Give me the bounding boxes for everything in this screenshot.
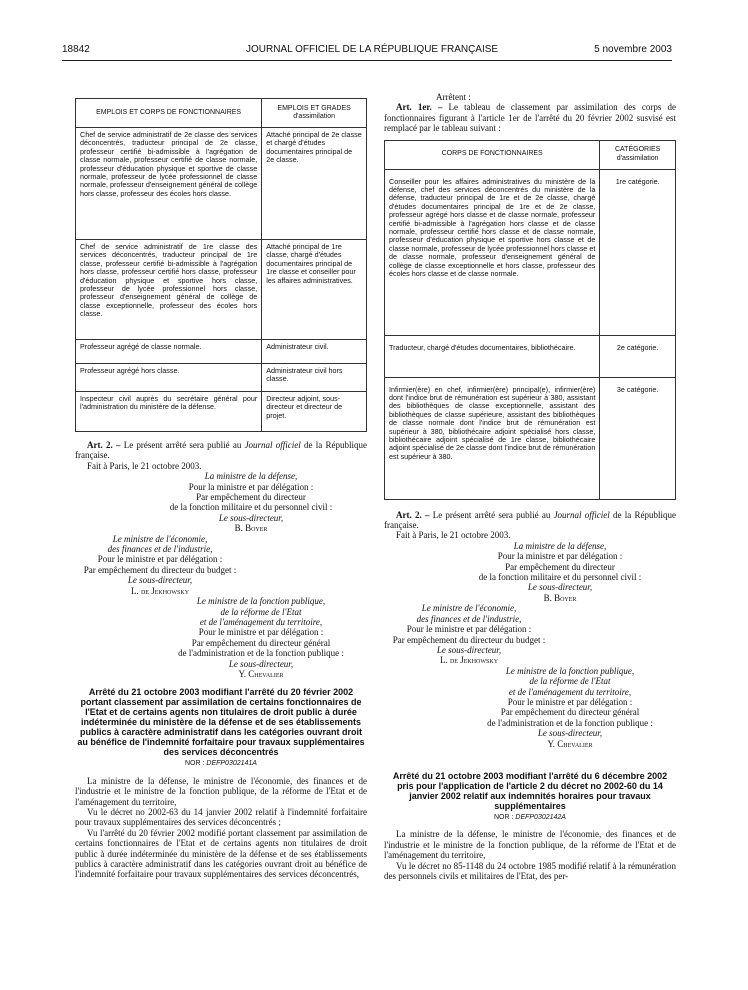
nor-reference: NOR : DEFP0302141A	[185, 760, 257, 768]
table-cell: 1re catégorie.	[600, 169, 676, 335]
table-header-row	[76, 99, 367, 128]
table-cell: Traducteur, chargé d'études documentaires, bibliothécaire.	[385, 335, 600, 377]
signature-block-1: La ministre de la défense, Pour la ministre et par délégation : Par empêchement du directeur de la fonction militaire et du personnel civil : Le sous-directeur, B. Boyer	[478, 540, 642, 603]
table-header: EMPLOIS ET CORPS DE FONCTIONNAIRES	[76, 99, 262, 128]
signature-block-3: Le ministre de la fonction publique, de la réforme de l'Etat et de l'aménagement du territoire, Pour le ministre et par délégation : Par empêchement du directeur général de l'administration et de la fonction publique : Le sous-directeur, Y. Chevalier	[178, 596, 344, 679]
article-1: Art. 1er. – Le tableau de classement par assimilation des corps de fonctionnaires figurant à l'article 1er de l'arrêté du 20 février 2002 susvisé est remplacé par le tableau suivant :	[384, 102, 677, 134]
body-paragraph: La ministre de la défense, le ministre de l'économie, des finances et de l'industrie et le ministre de la fonction publique, de la réforme de l'Etat et de l'aménagement du territoire,	[75, 775, 367, 807]
right-column	[384, 92, 676, 881]
article-2: Art. 2. – Le présent arrêté sera publié au Journal officiel de la République française.	[75, 440, 367, 461]
table-cell: Professeur agrégé hors classe.	[76, 364, 262, 392]
table-cell: Inspecteur civil auprès du secrétaire général pour l'administration du ministère de la défense.	[76, 392, 262, 432]
arretent: Arrêtent :	[436, 92, 471, 102]
table-header: CATÉGORIES d'assimilation	[600, 140, 676, 169]
article-2: Art. 2. – Le présent arrêté sera publié au Journal officiel de la République française.	[384, 509, 676, 531]
table-row	[76, 128, 367, 240]
table-cell: 2e catégorie.	[600, 335, 676, 377]
assimilation-table-right	[384, 140, 676, 500]
table-cell: Attaché principal de 1re classe, chargé d'études documentaires principal de 1re classe et conseiller pour les affaires administratives.	[262, 240, 367, 340]
page-number: 18842	[62, 44, 90, 55]
body-paragraph: Vu l'arrêté du 20 février 2002 modifié portant classement par assimilation de certains fonctionnaires de l'Etat et de certains agents non titulaires de droit public à durée indéterminée du ministère de la défense et de ses établissements publics à caractère administratif dans les catégories ouvrant droit au bénéfice de l'indemnité forfaitaire pour travaux supplémentaires des services déconcentrés,	[75, 827, 367, 880]
table-cell: Administrateur civil hors classe.	[262, 364, 367, 392]
fait-a-paris: Fait à Paris, le 21 octobre 2003.	[396, 530, 511, 541]
table-row	[385, 335, 676, 377]
body-paragraph: La ministre de la défense, le ministre de l'économie, des finances et de l'industrie et le ministre de la fonction publique, de la réforme de l'Etat et de l'aménagement du territoire,	[384, 829, 676, 861]
table-row	[385, 169, 676, 335]
body-paragraph: Vu le décret no 85-1148 du 24 octobre 1985 modifié relatif à la rémunération des personnels civils et militaires de l'Etat, des per-	[384, 860, 676, 881]
table-row	[385, 377, 676, 499]
table-cell: Infirmier(ère) en chef, infirmier(ère) principal(e), infirmier(ère) dont l'indice brut de rémunération est supérieur à 380, assistant des bibliothèques de classe exceptionnelle, assistant des bibliothèques de classe supérieure, assistant des bibliothèques de classe normale dont l'indice brut de rémunération est supérieur à 380, bibliothécaire adjoint spécialisé hors classe, bibliothécaire adjoint spécialisé de 1re classe, bibliothécaire adjoint spécialisé de 2e classe dont l'indice brut de rémunération est supérieur à 380.	[385, 377, 600, 499]
fait-a-paris: Fait à Paris, le 21 octobre 2003.	[87, 460, 202, 471]
table-row	[76, 364, 367, 392]
table-row	[76, 240, 367, 340]
arrete-title: Arrêté du 21 octobre 2003 modifiant l'arrêté du 20 février 2002 portant classement par assimilation de certains fonctionnaires de l'Etat et de certains agents non titulaires de droit public à durée indéterminée du ministère de la défense et de ses établissements publics à caractère administratif dans les catégories ouvrant droit au bénéfice de l'indemnité forfaitaire pour travaux supplémentaires des services déconcentrés	[77, 687, 365, 758]
table-cell: Conseiller pour les affaires administratives du ministère de la défense, chef des services déconcentrés du ministère de la défense, traducteur principal de 1re et de 2e classe, chargé d'études documentaires principal de 1re et de 2e classe, professeur agrégé hors classe et de classe normale, professeur certifié bi-admissible à l'agrégation hors classe et de classe normale, professeur certifié hors classe et de classe normale, professeur d'éducation physique et sportive hors classe et de classe normale, professeur de lycée professionnel hors classe et de classe normale, professeur d'enseignement général de collège de classe exceptionnelle et hors classe, professeur des écoles hors classe et de classe normale.	[385, 169, 600, 335]
table-header: CORPS DE FONCTIONNAIRES	[385, 140, 600, 169]
table-row	[76, 392, 367, 432]
left-column	[75, 98, 367, 880]
journal-title: JOURNAL OFFICIEL DE LA RÉPUBLIQUE FRANÇAISE	[246, 44, 499, 55]
table-row	[76, 340, 367, 364]
table-cell: Directeur adjoint, sous-directeur et directeur de projet.	[262, 392, 367, 432]
arrete-title: Arrêté du 21 octobre 2003 modifiant l'arrêté du 6 décembre 2002 pris pour l'application de l'article 2 du décret no 2002-60 du 14 janvier 2002 relatif aux indemnités horaires pour travaux supplémentaires	[392, 770, 668, 811]
signature-block-2: Le ministre de l'économie, des finances et de l'industrie, Pour le ministre et par délégation : Par empêchement du directeur du budget : Le sous-directeur, L. de Jekhowsky	[392, 603, 546, 666]
table-cell: Chef de service administratif de 2e classe des services déconcentrés, traducteur principal de 2e classe, professeur certifié bi-admissible à l'agrégation de classe normale, professeur certifié de classe normale, professeur d'éducation physique et sportive de classe normale, professeur de lycée professionnel de classe normale, professeur d'enseignement général de collège hors classe, professeur des écoles hors classe.	[76, 128, 262, 240]
signature-block-2: Le ministre de l'économie, des finances et de l'industrie, Pour le ministre et par délégation : Par empêchement du directeur du budget : Le sous-directeur, L. de Jekhowsky	[83, 533, 237, 596]
table-header-row	[385, 140, 676, 169]
table-header: EMPLOIS ET GRADES d'assimilation	[262, 99, 367, 128]
table-cell: Attaché principal de 2e classe et chargé d'études documentaires principal de 2e classe.	[262, 128, 367, 240]
table-cell: Administrateur civil.	[262, 340, 367, 364]
body-paragraph: Vu le décret no 2002-63 du 14 janvier 2002 relatif à l'indemnité forfaitaire pour travaux supplémentaires des services déconcentrés ;	[75, 806, 367, 828]
assimilation-table-left	[75, 98, 367, 432]
nor-reference: NOR : DEFP0302142A	[494, 813, 566, 821]
table-cell: 3e catégorie.	[600, 377, 676, 499]
table-cell: Professeur agrégé de classe normale.	[76, 340, 262, 364]
signature-block-1: La ministre de la défense, Pour la ministre et par délégation : Par empêchement du directeur de la fonction militaire et du personnel civil : Le sous-directeur, B. Boyer	[169, 471, 333, 534]
header-rule	[62, 60, 672, 61]
issue-date: 5 novembre 2003	[594, 44, 672, 55]
table-cell: Chef de service administratif de 1re classe des services déconcentrés, traducteur principal de 1re classe, professeur certifié bi-admissible à l'agrégation hors classe, professeur certifié hors classe, professeur d'éducation physique et sportive hors classe, professeur de lycée professionnel hors classe, professeur d'enseignement général de collège de classe exceptionnelle, professeur des écoles hors classe.	[76, 240, 262, 340]
page-header	[62, 44, 672, 60]
signature-block-3: Le ministre de la fonction publique, de la réforme de l'Etat et de l'aménagement du territoire, Pour le ministre et par délégation : Par empêchement du directeur général de l'administration et de la fonction publique : Le sous-directeur, Y. Chevalier	[487, 665, 653, 749]
